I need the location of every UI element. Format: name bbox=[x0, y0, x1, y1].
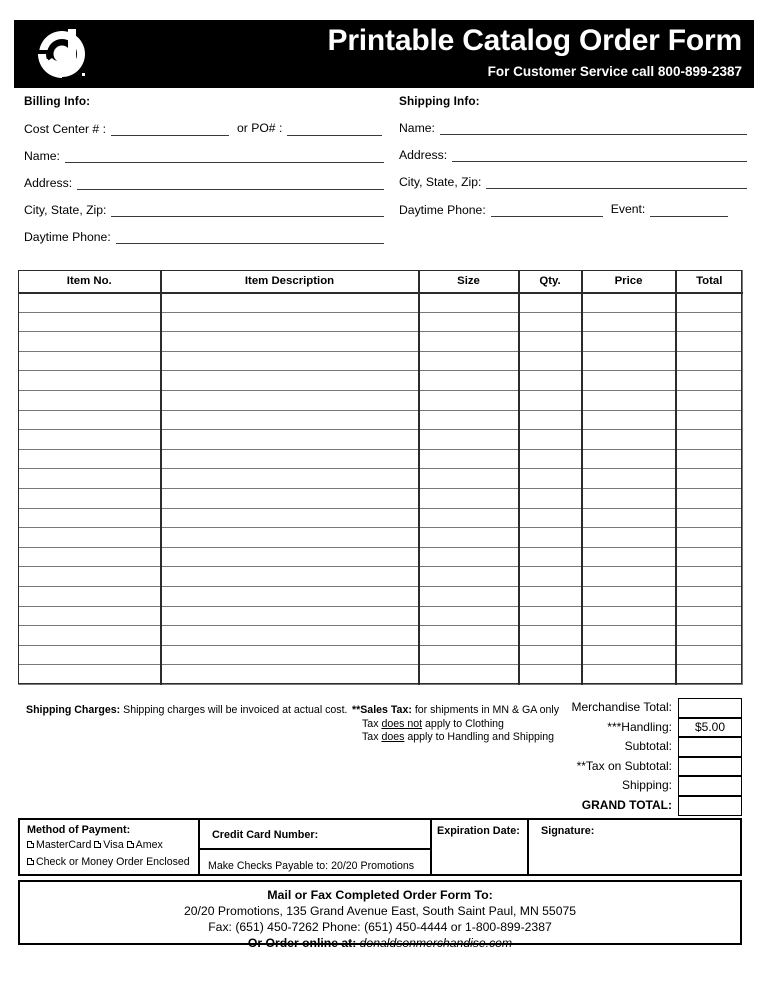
expiration-date-heading: Expiration Date: bbox=[437, 825, 520, 837]
cell-total[interactable] bbox=[676, 567, 743, 587]
cell-price[interactable] bbox=[582, 469, 676, 489]
cell-size[interactable] bbox=[419, 312, 519, 332]
cell-price[interactable] bbox=[582, 332, 676, 352]
cell-item-description[interactable] bbox=[161, 567, 419, 587]
totals-label: Shipping: bbox=[621, 778, 672, 793]
sales-tax-line3-underline: does bbox=[381, 731, 405, 743]
cell-size[interactable] bbox=[419, 645, 519, 665]
totals-label: Merchandise Total: bbox=[571, 700, 672, 714]
col-header-price: Price bbox=[582, 271, 676, 293]
cell-total[interactable] bbox=[676, 430, 743, 450]
cell-total[interactable] bbox=[676, 665, 743, 685]
cell-item-description[interactable] bbox=[161, 390, 419, 410]
cell-item-description[interactable] bbox=[161, 586, 419, 606]
cell-item-no[interactable] bbox=[19, 645, 161, 665]
cell-qty[interactable] bbox=[519, 665, 582, 685]
event-input[interactable] bbox=[650, 204, 728, 217]
billing-address-row bbox=[24, 176, 384, 190]
totals-value-box[interactable] bbox=[678, 776, 742, 796]
cell-item-no[interactable] bbox=[19, 293, 161, 313]
cell-size[interactable] bbox=[419, 430, 519, 450]
cell-size[interactable] bbox=[419, 567, 519, 587]
billing-phone-label: Daytime Phone: bbox=[24, 230, 111, 244]
cell-price[interactable] bbox=[582, 351, 676, 371]
cell-qty[interactable] bbox=[519, 469, 582, 489]
cell-qty[interactable] bbox=[519, 371, 582, 391]
cell-item-no[interactable] bbox=[19, 332, 161, 352]
cell-qty[interactable] bbox=[519, 508, 582, 528]
cell-item-description[interactable] bbox=[161, 626, 419, 646]
cell-price[interactable] bbox=[582, 547, 676, 567]
event-label: Event: bbox=[610, 202, 646, 216]
cell-qty[interactable] bbox=[519, 293, 582, 313]
checkbox-check-money-order[interactable] bbox=[27, 858, 34, 865]
billing-city-input[interactable] bbox=[111, 204, 384, 217]
cell-size[interactable] bbox=[419, 488, 519, 508]
shipping-name-input[interactable] bbox=[440, 122, 747, 135]
cell-total[interactable] bbox=[676, 645, 743, 665]
cell-total[interactable] bbox=[676, 547, 743, 567]
cell-item-description[interactable] bbox=[161, 508, 419, 528]
billing-city-label: City, State, Zip: bbox=[24, 203, 107, 217]
donaldson-d-logo-icon bbox=[32, 24, 94, 84]
billing-heading: Billing Info: bbox=[24, 94, 91, 108]
cell-item-description[interactable] bbox=[161, 665, 419, 685]
label-visa: Visa bbox=[103, 839, 124, 851]
cell-item-description[interactable] bbox=[161, 351, 419, 371]
payment-section bbox=[18, 818, 742, 876]
cell-total[interactable] bbox=[676, 390, 743, 410]
table-row bbox=[19, 645, 743, 665]
cell-item-no[interactable] bbox=[19, 430, 161, 450]
table-row bbox=[19, 547, 743, 567]
table-row bbox=[19, 626, 743, 646]
table-row bbox=[19, 351, 743, 371]
footer-contact-box bbox=[18, 880, 742, 950]
cell-qty[interactable] bbox=[519, 351, 582, 371]
cell-price[interactable] bbox=[582, 293, 676, 313]
items-table-head bbox=[19, 271, 743, 293]
totals-row bbox=[500, 776, 742, 796]
cell-item-no[interactable] bbox=[19, 469, 161, 489]
table-row bbox=[19, 586, 743, 606]
totals-value-box[interactable] bbox=[678, 737, 742, 757]
col-header-size: Size bbox=[419, 271, 519, 293]
cell-total[interactable] bbox=[676, 449, 743, 469]
cell-item-no[interactable] bbox=[19, 606, 161, 626]
totals-value-box[interactable]: $5.00 bbox=[678, 718, 742, 738]
cell-item-no[interactable] bbox=[19, 567, 161, 587]
table-row bbox=[19, 567, 743, 587]
payment-method-heading: Method of Payment: bbox=[27, 824, 131, 836]
page-title: Printable Catalog Order Form bbox=[327, 24, 742, 57]
billing-name-label: Name: bbox=[24, 149, 60, 163]
cell-qty[interactable] bbox=[519, 488, 582, 508]
shipping-city-label: City, State, Zip: bbox=[399, 175, 482, 189]
cell-qty[interactable] bbox=[519, 567, 582, 587]
table-row bbox=[19, 528, 743, 548]
billing-name-input[interactable] bbox=[65, 150, 384, 163]
cell-size[interactable] bbox=[419, 293, 519, 313]
cell-item-no[interactable] bbox=[19, 390, 161, 410]
cell-item-description[interactable] bbox=[161, 488, 419, 508]
shipping-phone-label: Daytime Phone: bbox=[399, 203, 486, 217]
billing-address-input[interactable] bbox=[77, 177, 384, 190]
cell-item-no[interactable] bbox=[19, 351, 161, 371]
cell-price[interactable] bbox=[582, 449, 676, 469]
shipping-city-row bbox=[399, 175, 747, 189]
cell-qty[interactable] bbox=[519, 586, 582, 606]
cell-size[interactable] bbox=[419, 665, 519, 685]
cell-item-no[interactable] bbox=[19, 547, 161, 567]
cell-price[interactable] bbox=[582, 371, 676, 391]
cell-item-description[interactable] bbox=[161, 528, 419, 548]
credit-card-cell bbox=[200, 820, 432, 874]
shipping-city-input[interactable] bbox=[486, 176, 747, 189]
cell-item-no[interactable] bbox=[19, 665, 161, 685]
cell-item-description[interactable] bbox=[161, 469, 419, 489]
sales-tax-line2-underline: does not bbox=[381, 717, 423, 730]
cell-size[interactable] bbox=[419, 332, 519, 352]
table-row bbox=[19, 430, 743, 450]
table-row bbox=[19, 371, 743, 391]
cell-item-description[interactable] bbox=[161, 332, 419, 352]
shipping-address-input[interactable] bbox=[452, 149, 747, 162]
cell-size[interactable] bbox=[419, 371, 519, 391]
checkbox-amex[interactable] bbox=[127, 841, 134, 848]
cell-total[interactable] bbox=[676, 606, 743, 626]
cell-size[interactable] bbox=[419, 351, 519, 371]
cell-total[interactable] bbox=[676, 332, 743, 352]
cell-item-no[interactable] bbox=[19, 586, 161, 606]
cell-qty[interactable] bbox=[519, 626, 582, 646]
checkbox-mastercard[interactable] bbox=[27, 841, 34, 848]
table-row bbox=[19, 469, 743, 489]
label-mastercard: MasterCard bbox=[36, 839, 92, 851]
table-row bbox=[19, 508, 743, 528]
cell-total[interactable] bbox=[676, 469, 743, 489]
cell-price[interactable] bbox=[582, 528, 676, 548]
cell-size[interactable] bbox=[419, 528, 519, 548]
check-option-row bbox=[27, 855, 192, 870]
items-table-header-row bbox=[19, 271, 743, 293]
shipping-address-label: Address: bbox=[399, 148, 448, 162]
cell-price[interactable] bbox=[582, 312, 676, 332]
cell-size[interactable] bbox=[419, 449, 519, 469]
totals-value-box[interactable] bbox=[678, 757, 742, 777]
billing-phone-row bbox=[24, 230, 384, 244]
cell-qty[interactable] bbox=[519, 645, 582, 665]
cell-qty[interactable] bbox=[519, 390, 582, 410]
totals-row bbox=[500, 737, 742, 757]
checks-payable-note-wrap bbox=[200, 850, 430, 874]
col-header-qty: Qty. bbox=[519, 271, 582, 293]
sales-tax-line1-text: for shipments in MN & GA only bbox=[414, 704, 560, 716]
cell-total[interactable] bbox=[676, 488, 743, 508]
signature-cell[interactable] bbox=[529, 820, 740, 874]
footer-website-url[interactable]: donaldsonmerchandise.com bbox=[359, 936, 513, 950]
table-row bbox=[19, 449, 743, 469]
sales-tax-label: **Sales Tax: bbox=[352, 704, 412, 716]
card-options-row bbox=[27, 838, 192, 853]
items-table-body bbox=[19, 293, 743, 685]
table-row bbox=[19, 488, 743, 508]
cell-item-no[interactable] bbox=[19, 508, 161, 528]
totals-value-box[interactable] bbox=[678, 796, 742, 816]
cell-qty[interactable] bbox=[519, 547, 582, 567]
cost-center-input[interactable] bbox=[111, 123, 229, 136]
cell-total[interactable] bbox=[676, 626, 743, 646]
table-row bbox=[19, 293, 743, 313]
cell-price[interactable] bbox=[582, 430, 676, 450]
footer-line-4 bbox=[20, 935, 740, 951]
billing-city-row bbox=[24, 203, 384, 217]
cost-center-label: Cost Center # : bbox=[24, 122, 106, 136]
credit-card-number-heading: Credit Card Number: bbox=[212, 829, 319, 841]
cell-item-description[interactable] bbox=[161, 645, 419, 665]
cell-size[interactable] bbox=[419, 508, 519, 528]
totals-value-box[interactable] bbox=[678, 698, 742, 718]
shipping-name-row bbox=[399, 121, 747, 135]
footer-order-online-label: Or Order online at: bbox=[247, 936, 357, 950]
cell-total[interactable] bbox=[676, 371, 743, 391]
payment-method-cell bbox=[20, 820, 200, 874]
cell-qty[interactable] bbox=[519, 528, 582, 548]
cell-item-description[interactable] bbox=[161, 547, 419, 567]
totals-row bbox=[500, 718, 742, 738]
sales-tax-line2-pre: Tax bbox=[362, 717, 382, 730]
footer-line-3: Fax: (651) 450-7262 Phone: (651) 450-4444 or 1-800-899-2387 bbox=[208, 920, 552, 934]
footer-line-2: 20/20 Promotions, 135 Grand Avenue East, South Saint Paul, MN 55075 bbox=[183, 904, 577, 918]
cell-price[interactable] bbox=[582, 645, 676, 665]
table-row bbox=[19, 606, 743, 626]
cell-size[interactable] bbox=[419, 547, 519, 567]
cell-qty[interactable] bbox=[519, 430, 582, 450]
cell-price[interactable] bbox=[582, 586, 676, 606]
totals-row bbox=[500, 698, 742, 718]
billing-info-section bbox=[24, 94, 384, 244]
billing-cost-center-row bbox=[24, 121, 384, 136]
signature-heading: Signature: bbox=[541, 825, 595, 837]
billing-address-label: Address: bbox=[24, 176, 73, 190]
billing-phone-input[interactable] bbox=[116, 231, 384, 244]
shipping-phone-input[interactable] bbox=[491, 204, 603, 217]
cell-item-no[interactable] bbox=[19, 449, 161, 469]
cell-item-description[interactable] bbox=[161, 430, 419, 450]
cell-total[interactable] bbox=[676, 508, 743, 528]
cell-item-description[interactable] bbox=[161, 410, 419, 430]
totals-row bbox=[500, 757, 742, 777]
shipping-address-row bbox=[399, 148, 747, 162]
cell-size[interactable] bbox=[419, 390, 519, 410]
sales-tax-line3-pre: Tax bbox=[362, 731, 382, 743]
shipping-charges-note bbox=[26, 704, 348, 717]
expiration-date-cell[interactable] bbox=[432, 820, 529, 874]
cell-item-description[interactable] bbox=[161, 371, 419, 391]
customer-service-line: For Customer Service call 800-899-2387 bbox=[487, 64, 742, 79]
col-header-item-description: Item Description bbox=[161, 271, 419, 293]
cell-item-description[interactable] bbox=[161, 312, 419, 332]
cell-size[interactable] bbox=[419, 586, 519, 606]
credit-card-number-field[interactable] bbox=[200, 820, 430, 850]
cell-size[interactable] bbox=[419, 469, 519, 489]
shipping-phone-row bbox=[399, 202, 747, 217]
cell-price[interactable] bbox=[582, 390, 676, 410]
cell-total[interactable] bbox=[676, 528, 743, 548]
cell-item-description[interactable] bbox=[161, 606, 419, 626]
cell-qty[interactable] bbox=[519, 332, 582, 352]
label-check-money-order: Check or Money Order Enclosed bbox=[36, 856, 190, 868]
cell-size[interactable] bbox=[419, 410, 519, 430]
col-header-item-no: Item No. bbox=[19, 271, 161, 293]
cell-total[interactable] bbox=[676, 312, 743, 332]
shipping-name-label: Name: bbox=[399, 121, 435, 135]
totals-label: Subtotal: bbox=[624, 739, 672, 754]
cell-item-no[interactable] bbox=[19, 410, 161, 430]
checkbox-visa[interactable] bbox=[94, 841, 101, 848]
cell-total[interactable] bbox=[676, 586, 743, 606]
table-row bbox=[19, 312, 743, 332]
cell-price[interactable] bbox=[582, 508, 676, 528]
cell-total[interactable] bbox=[676, 351, 743, 371]
cell-item-no[interactable] bbox=[19, 626, 161, 646]
table-row bbox=[19, 390, 743, 410]
cell-qty[interactable] bbox=[519, 410, 582, 430]
col-header-total: Total bbox=[676, 271, 743, 293]
cell-item-description[interactable] bbox=[161, 449, 419, 469]
footer-line-1: Mail or Fax Completed Order Form To: bbox=[267, 888, 493, 902]
shipping-heading: Shipping Info: bbox=[399, 94, 480, 108]
cell-size[interactable] bbox=[419, 626, 519, 646]
billing-name-row bbox=[24, 149, 384, 163]
cell-total[interactable] bbox=[676, 410, 743, 430]
cell-price[interactable] bbox=[582, 488, 676, 508]
shipping-info-section bbox=[399, 94, 747, 217]
totals-label: GRAND TOTAL: bbox=[581, 797, 672, 812]
cell-item-description[interactable] bbox=[161, 293, 419, 313]
cell-price[interactable] bbox=[582, 567, 676, 587]
sales-tax-line3-post: apply to Handling and Shipping bbox=[404, 731, 555, 743]
items-table bbox=[18, 270, 743, 685]
table-row bbox=[19, 332, 743, 352]
sales-tax-line2-post: apply to Clothing bbox=[422, 717, 504, 730]
cell-total[interactable] bbox=[676, 293, 743, 313]
totals-block bbox=[500, 698, 742, 816]
cell-price[interactable] bbox=[582, 410, 676, 430]
cell-item-no[interactable] bbox=[19, 312, 161, 332]
cell-size[interactable] bbox=[419, 606, 519, 626]
po-label: or PO# : bbox=[236, 121, 283, 135]
shipping-charges-text: Shipping charges will be invoiced at actual cost. bbox=[123, 704, 348, 716]
cell-qty[interactable] bbox=[519, 449, 582, 469]
totals-row bbox=[500, 796, 742, 816]
cell-qty[interactable] bbox=[519, 312, 582, 332]
totals-label: **Tax on Subtotal: bbox=[576, 758, 672, 773]
table-row bbox=[19, 410, 743, 430]
checks-payable-note: Make Checks Payable to: 20/20 Promotions bbox=[208, 860, 415, 872]
shipping-charges-label: Shipping Charges: bbox=[26, 704, 121, 716]
cell-item-no[interactable] bbox=[19, 371, 161, 391]
cell-price[interactable] bbox=[582, 606, 676, 626]
cell-qty[interactable] bbox=[519, 606, 582, 626]
cell-item-no[interactable] bbox=[19, 488, 161, 508]
label-amex: Amex bbox=[135, 839, 163, 851]
header-banner bbox=[14, 20, 754, 88]
totals-label: ***Handling: bbox=[607, 719, 672, 734]
table-row bbox=[19, 665, 743, 685]
cell-price[interactable] bbox=[582, 665, 676, 685]
cell-item-no[interactable] bbox=[19, 528, 161, 548]
po-input[interactable] bbox=[287, 123, 382, 136]
cell-price[interactable] bbox=[582, 626, 676, 646]
